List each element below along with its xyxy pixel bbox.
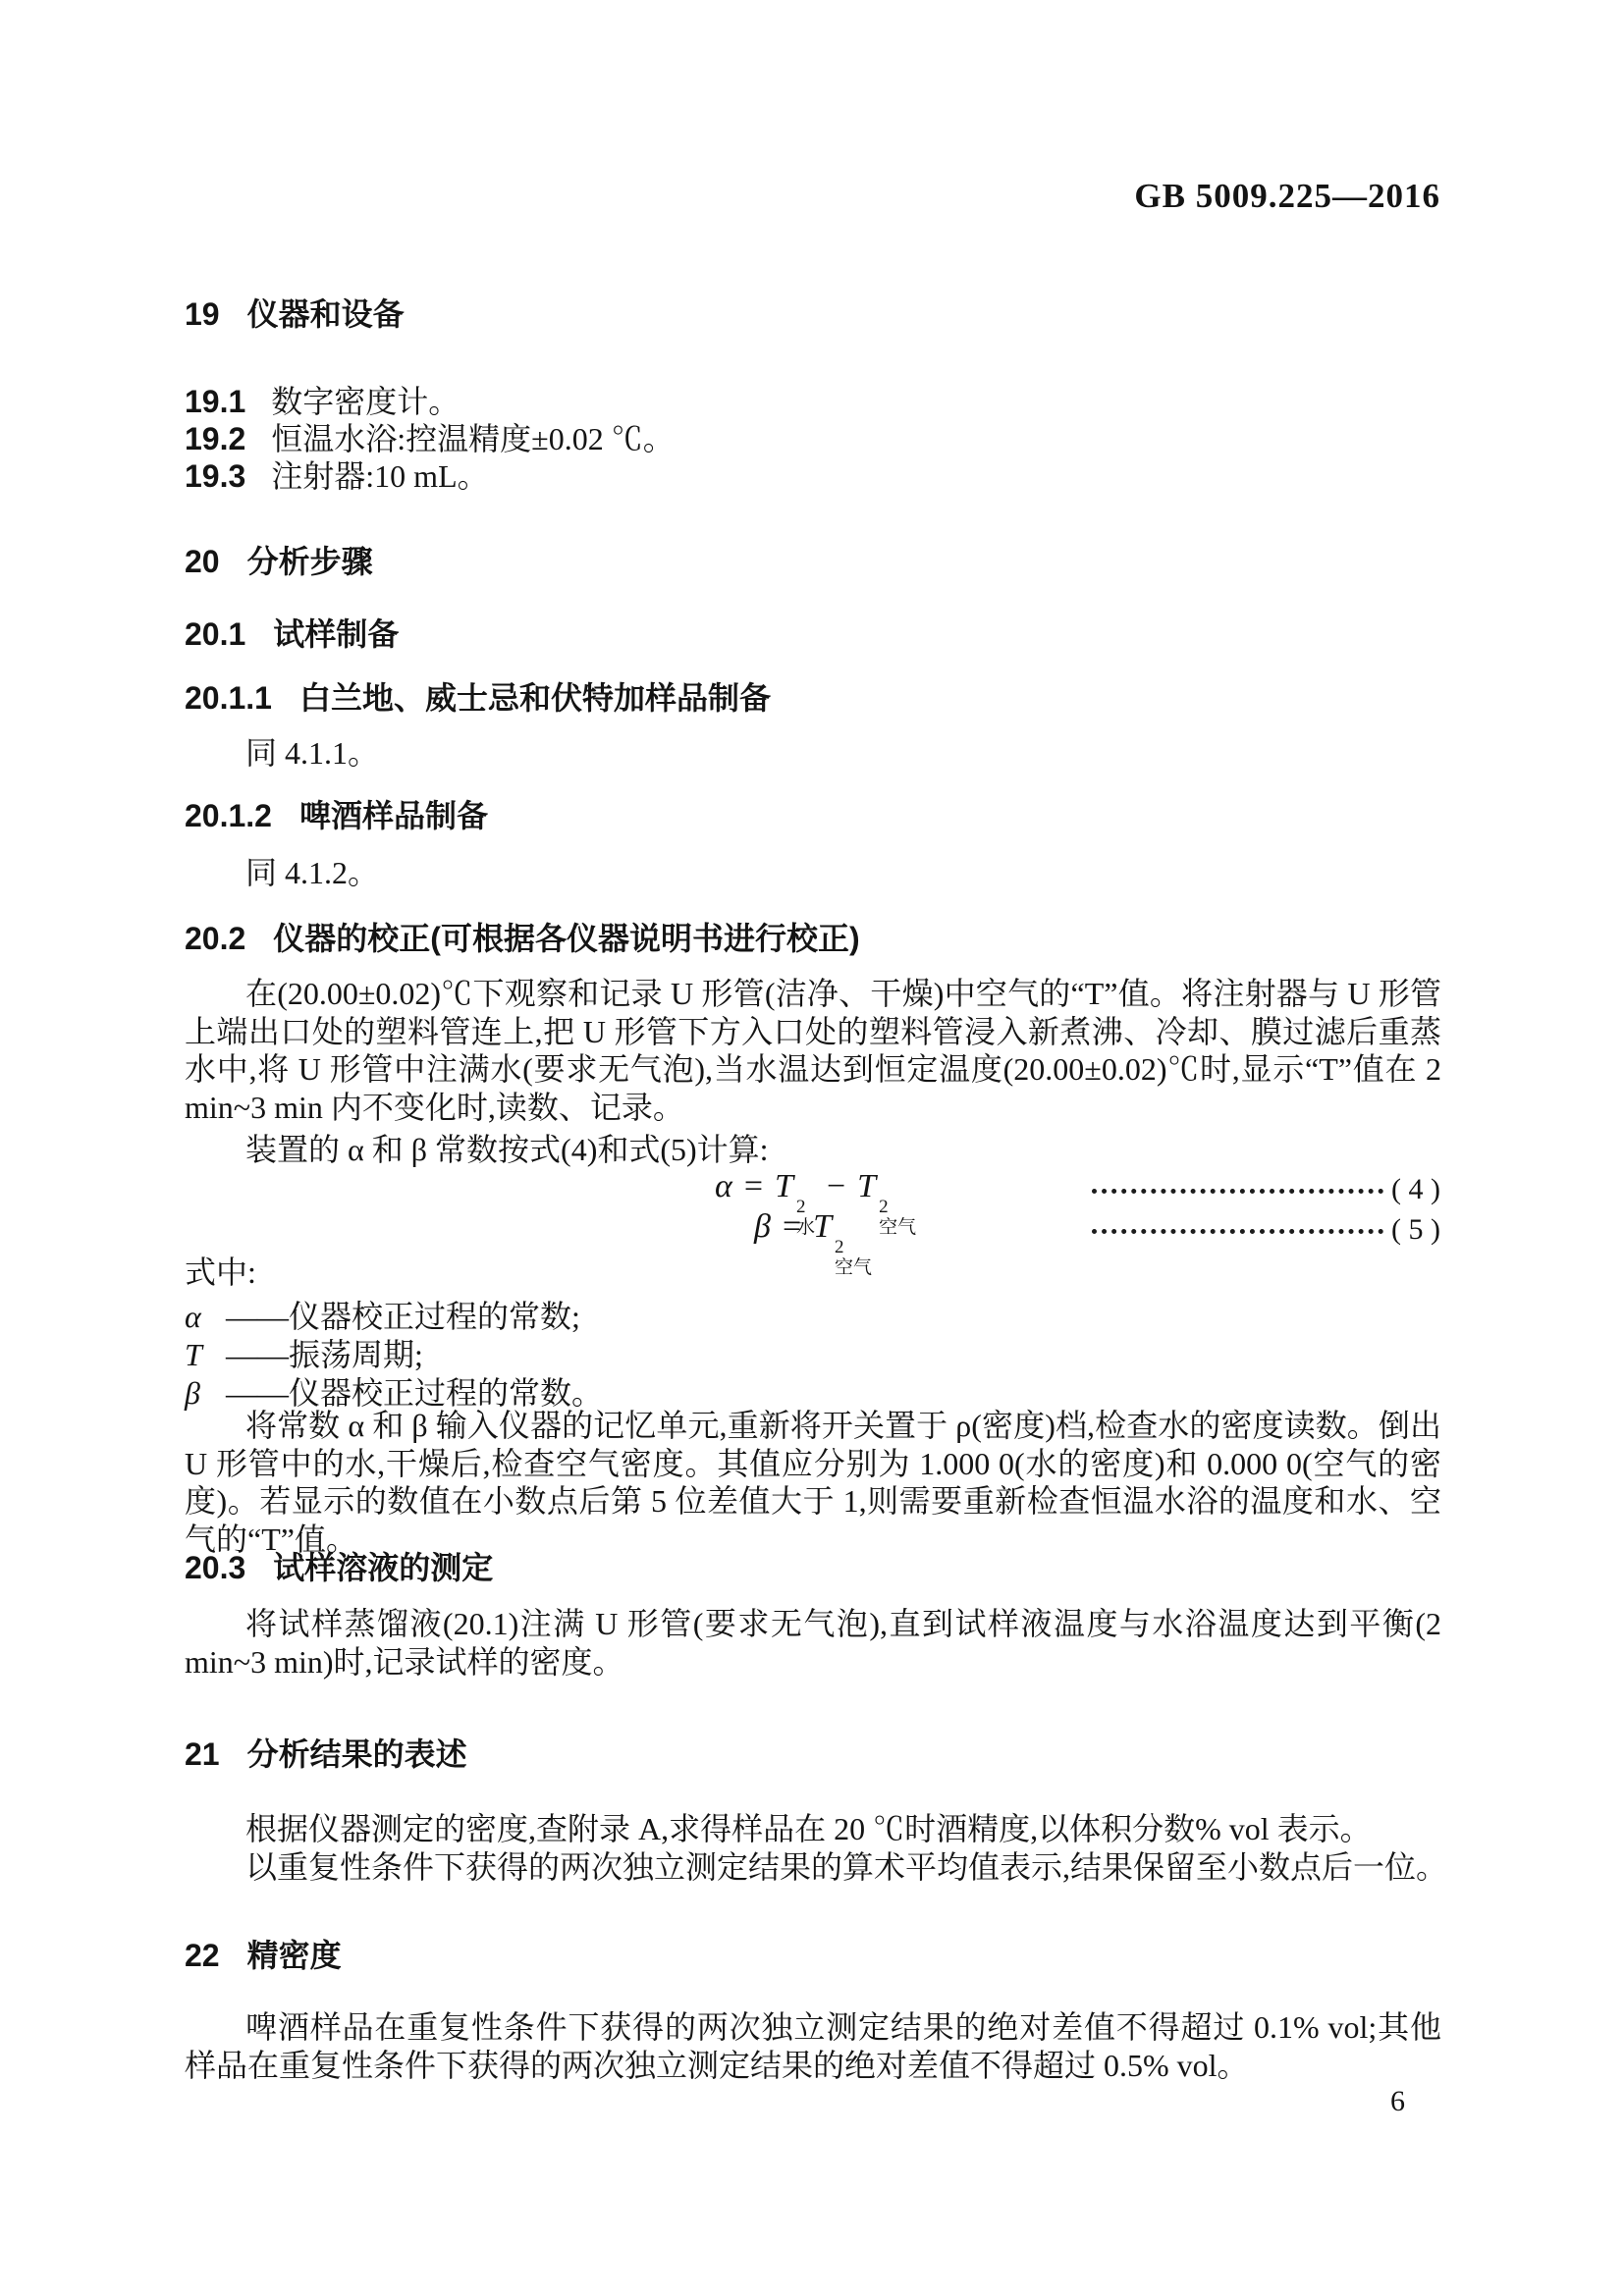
section-20-1-1-title: 白兰地、威士忌和伏特加样品制备 <box>298 680 771 716</box>
section-21-number: 21 <box>185 1736 220 1772</box>
equation-4-number: ( 4 ) <box>1391 1173 1440 1205</box>
equation-4-row <box>0 1168 1624 1238</box>
eq4-minus: − <box>826 1168 846 1204</box>
definition-alpha-text: ——仪器校正过程的常数; <box>226 1299 580 1334</box>
section-20-3-title: 试样溶液的测定 <box>273 1550 494 1585</box>
clause-19-2-number: 19.2 <box>185 421 246 456</box>
section-22-title: 精密度 <box>246 1938 342 1973</box>
section-20-1-1-number: 20.1.1 <box>185 680 272 716</box>
definition-T-text: ——振荡周期; <box>226 1337 423 1372</box>
page-number: 6 <box>1390 2085 1405 2117</box>
section-20-1-title: 试样制备 <box>273 616 400 652</box>
eq4-term1-sub: 水 <box>795 1216 815 1238</box>
section-20-2-number: 20.2 <box>185 921 246 956</box>
section-21-heading <box>185 1730 467 1775</box>
eq5-term1: T <box>813 1208 833 1245</box>
section-20-1-2-heading <box>185 791 488 836</box>
eq4-term2-sub: 空气 <box>879 1216 917 1238</box>
dotted-leader <box>1092 1189 1383 1194</box>
section-21-title: 分析结果的表述 <box>246 1736 467 1772</box>
eq4-term1: T <box>775 1168 793 1204</box>
section-20-number: 20 <box>185 544 220 579</box>
section-20-1-1-heading <box>185 673 771 719</box>
paragraph-same-as-4-1-2: 同 4.1.2。 <box>245 855 380 890</box>
section-22-heading <box>185 1931 342 1976</box>
section-20-1-number: 20.1 <box>185 616 246 652</box>
section-20-heading <box>185 537 373 582</box>
clause-19-2-text: 恒温水浴:控温精度±0.02 ℃。 <box>271 421 675 456</box>
clause-19-3 <box>185 452 489 497</box>
section-20-1-heading <box>185 610 399 655</box>
paragraph-constants-check: 将常数 α 和 β 输入仪器的记忆单元,重新将开关置于 ρ(密度)档,检查水的密度读数。倒出 U 形管中的水,干燥后,检查空气密度。其值应分别为 1.000 0(水的密度)和 0.000 0(空气的密度)。若显示的数值在小数点后第 5 位差值大于 1,则需要重新检查恒温水浴的温度和水、空气的“T”值。 <box>185 1408 1441 1557</box>
eq4-term2: T <box>857 1168 877 1204</box>
paragraph-result-expression-2: 以重复性条件下获得的两次独立测定结果的算术平均值表示,结果保留至小数点后一位。 <box>245 1849 1448 1885</box>
section-20-1-2-number: 20.1.2 <box>185 798 272 833</box>
clause-19-1-text: 数字密度计。 <box>271 384 460 419</box>
section-22-number: 22 <box>185 1938 220 1973</box>
definition-alpha-symbol: α <box>185 1299 201 1334</box>
paragraph-formula-lead-in: 装置的 α 和 β 常数按式(4)和式(5)计算: <box>245 1132 769 1167</box>
paragraph-sample-measurement: 将试样蒸馏液(20.1)注满 U 形管(要求无气泡),直到试样液温度与水浴温度达到平衡(2 min~3 min)时,记录试样的密度。 <box>185 1606 1441 1680</box>
eq5-term1-sup: 2 <box>835 1237 844 1257</box>
section-19-number: 19 <box>185 296 220 332</box>
section-20-2-title: 仪器的校正(可根据各仪器说明书进行校正) <box>273 921 860 956</box>
paragraph-calibration-procedure: 在(20.00±0.02)℃下观察和记录 U 形管(洁净、干燥)中空气的“T”值。将注射器与 U 形管上端出口处的塑料管连上,把 U 形管下方入口处的塑料管浸入新煮沸、冷却、膜过滤后重蒸水中,将 U 形管中注满水(要求无气泡),当水温达到恒定温度(20.00±0.02)℃时,显示“T”值在 2 min~3 min 内不变化时,读数、记录。 <box>185 976 1441 1125</box>
equation-5-leader <box>1092 1208 1440 1252</box>
eq4-equals: = <box>743 1168 764 1204</box>
doc-number: GB 5009.225—2016 <box>1134 177 1440 215</box>
eq5-lhs: β <box>754 1208 771 1245</box>
eq5-term1-sub: 空气 <box>835 1256 873 1278</box>
eq4-term1-sup: 2 <box>795 1197 806 1217</box>
section-20-title: 分析步骤 <box>246 544 373 579</box>
definition-T-symbol: T <box>185 1337 202 1372</box>
where-label: 式中: <box>185 1255 256 1290</box>
section-20-2-heading <box>185 914 860 959</box>
eq4-term2-sup: 2 <box>879 1197 889 1217</box>
eq5-equals: = <box>782 1208 802 1245</box>
eq4-lhs: α <box>715 1168 732 1204</box>
section-20-3-number: 20.3 <box>185 1550 246 1585</box>
dotted-leader <box>1092 1229 1383 1234</box>
paragraph-result-expression-1: 根据仪器测定的密度,查附录 A,求得样品在 20 ℃时酒精度,以体积分数% vol 表示。 <box>245 1811 1372 1846</box>
equation-5-number: ( 5 ) <box>1391 1213 1440 1246</box>
definition-beta-text: ——仪器校正过程的常数。 <box>226 1375 604 1411</box>
paragraph-precision: 啤酒样品在重复性条件下获得的两次独立测定结果的绝对差值不得超过 0.1% vol;其他样品在重复性条件下获得的两次独立测定结果的绝对差值不得超过 0.5% vol。 <box>185 2009 1441 2083</box>
clause-19-3-text: 注射器:10 mL。 <box>271 458 489 494</box>
equation-4-leader <box>1092 1168 1440 1211</box>
section-20-3-heading <box>185 1543 493 1588</box>
clause-19-3-number: 19.3 <box>185 458 246 494</box>
section-19-title: 仪器和设备 <box>246 296 405 332</box>
section-20-1-2-title: 啤酒样品制备 <box>298 798 488 833</box>
clause-19-1-number: 19.1 <box>185 384 246 419</box>
definition-beta-symbol: β <box>185 1375 200 1411</box>
paragraph-same-as-4-1-1: 同 4.1.1。 <box>245 735 380 771</box>
section-19-heading <box>185 290 405 335</box>
